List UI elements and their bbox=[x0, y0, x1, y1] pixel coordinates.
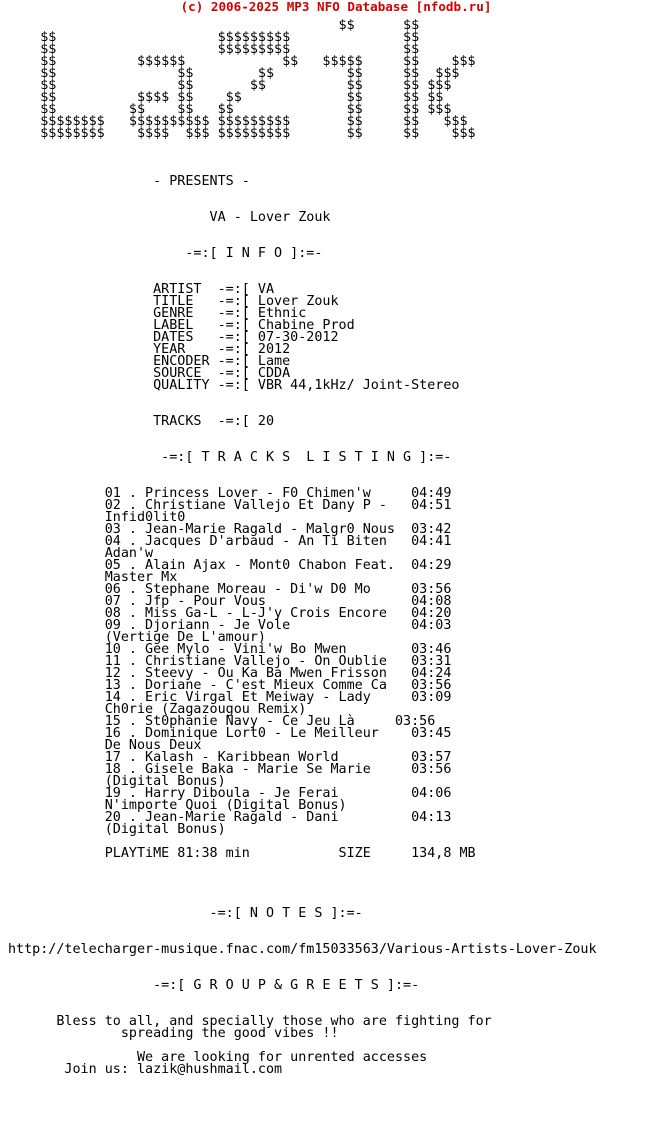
blank-line bbox=[8, 428, 597, 440]
track-line: 20 . Jean-Marie Ragald - Dani 04:13 bbox=[8, 810, 452, 825]
track-line: 04 . Jacques D'arbaud - An Ti Biten 04:41 bbox=[8, 534, 452, 549]
info-field-line: ARTIST -=:[ VA bbox=[8, 282, 275, 297]
nfo-document bbox=[8, 20, 597, 1076]
nfo-line: De Nous Deux bbox=[8, 738, 202, 753]
track-line: 18 . Gisele Baka - Marie Se Marie 03:56 bbox=[8, 762, 452, 777]
track-line: 07 . Jfp - Pour Vous 04:08 bbox=[8, 594, 452, 609]
blank-line bbox=[8, 392, 597, 404]
track-line: 11 . Christiane Vallejo - On Oublie 03:31 bbox=[8, 654, 452, 669]
track-line: 02 . Christiane Vallejo Et Dany P - 04:51 bbox=[8, 498, 452, 513]
section-heading: -=:[ I N F O ]:=- bbox=[8, 246, 323, 261]
ascii-logo-line: $$ $$$$ $$ $$ $$ $$ $$ bbox=[8, 90, 444, 105]
source-url-link[interactable]: http://telecharger-musique.fnac.com/fm15033563/Various-Artists-Lover-Zouk bbox=[8, 942, 597, 957]
nfo-line: PLAYTiME 81:38 min SIZE 134,8 MB bbox=[8, 846, 476, 861]
blank-line bbox=[8, 260, 597, 272]
track-line: 05 . Alain Ajax - Mont0 Chabon Feat. 04:29 bbox=[8, 558, 452, 573]
track-line: 19 . Harry Diboula - Je Ferai 04:06 bbox=[8, 786, 452, 801]
info-field-line: SOURCE -=:[ CDDA bbox=[8, 366, 291, 381]
nfo-line: Master Mx bbox=[8, 570, 178, 585]
blank-line bbox=[8, 956, 597, 968]
track-line: 09 . Djoriann - Je Vole 04:03 bbox=[8, 618, 452, 633]
track-line: 12 . Steevy - Ou Ka Ba Mwen Frisson 04:24 bbox=[8, 666, 452, 681]
blank-line bbox=[8, 152, 597, 164]
track-line: 08 . Miss Ga-L - L-J'y Crois Encore 04:20 bbox=[8, 606, 452, 621]
blank-line bbox=[8, 992, 597, 1004]
info-field-line: TITLE -=:[ Lover Zouk bbox=[8, 294, 339, 309]
nfo-line: Adan'w bbox=[8, 546, 154, 561]
ascii-logo-line: $$$$$$$$ $$$$ $$$ $$$$$$$$$ $$ $$ $$$ bbox=[8, 126, 476, 141]
track-line: 01 . Princess Lover - F0 Chimen'w 04:49 bbox=[8, 486, 452, 501]
track-line: 10 . Gee Mylo - Vini'w Bo Mwen 03:46 bbox=[8, 642, 452, 657]
blank-line bbox=[8, 224, 597, 236]
track-line: 16 . Dominique Lort0 - Le Meilleur 03:45 bbox=[8, 726, 452, 741]
blank-line bbox=[8, 920, 597, 932]
nfo-line: Infid0lit0 bbox=[8, 510, 186, 525]
nfo-line: Bless to all, and specially those who are fighting for bbox=[8, 1014, 492, 1029]
ascii-logo-line: $$$$$$$$ $$$$$$$$$$ $$$$$$$$$ $$ $$ $$$ bbox=[8, 114, 468, 129]
ascii-logo-line: $$ $$$$$$$$$ $$ bbox=[8, 42, 420, 57]
blank-line bbox=[8, 872, 597, 884]
blank-line bbox=[8, 140, 597, 152]
nfo-line: spreading the good vibes !! bbox=[8, 1026, 339, 1041]
info-field-line: QUALITY -=:[ VBR 44,1kHz/ Joint-Stereo bbox=[8, 378, 460, 393]
nfo-line: - PRESENTS - bbox=[8, 174, 250, 189]
track-line: 03 . Jean-Marie Ragald - Malgr0 Nous 03:42 bbox=[8, 522, 452, 537]
section-heading: -=:[ T R A C K S L I S T I N G ]:=- bbox=[8, 450, 452, 465]
ascii-logo-line: $$ $$ bbox=[8, 18, 420, 33]
blank-line bbox=[8, 188, 597, 200]
ascii-logo-line: $$ $$$$$$ $$ $$$$$ $$ $$$ bbox=[8, 54, 476, 69]
info-field-line: TRACKS -=:[ 20 bbox=[8, 414, 275, 429]
info-field-line: ENCODER -=:[ Lame bbox=[8, 354, 291, 369]
ascii-logo-line: $$ $$ $$ $$ $$ $$$ bbox=[8, 66, 460, 81]
track-line: 14 . Eric Virgal Et Meiway - Lady 03:09 bbox=[8, 690, 452, 705]
nfo-line: VA - Lover Zouk bbox=[8, 210, 331, 225]
nfo-line: Ch0rie (Zagazougou Remix) bbox=[8, 702, 307, 717]
ascii-logo-line: $$ $$ $$ $$ $$ $$$ bbox=[8, 78, 452, 93]
section-heading: -=:[ N O T E S ]:=- bbox=[8, 906, 363, 921]
nfo-line: Join us: lazik@hushmail.com bbox=[8, 1062, 283, 1077]
nfo-line: N'importe Quoi (Digital Bonus) bbox=[8, 798, 347, 813]
nfo-line: (Digital Bonus) bbox=[8, 822, 226, 837]
section-heading: -=:[ G R O U P & G R E E T S ]:=- bbox=[8, 978, 420, 993]
site-header-title: (c) 2006-2025 MP3 NFO Database [nfodb.ru] bbox=[180, 0, 492, 14]
nfo-line: (Digital Bonus) bbox=[8, 774, 226, 789]
track-line: 13 . Doriane - C'est Mieux Comme Ca 03:56 bbox=[8, 678, 452, 693]
nfo-line: (Vertige De L'amour) bbox=[8, 630, 266, 645]
blank-line bbox=[8, 464, 597, 476]
info-field-line: LABEL -=:[ Chabine Prod bbox=[8, 318, 355, 333]
info-field-line: YEAR -=:[ 2012 bbox=[8, 342, 291, 357]
track-line: 15 . St0phanie Navy - Ce Jeu Là 03:56 bbox=[8, 714, 436, 729]
ascii-logo-line: $$ $$ $$ $$ $$ $$ $$$ bbox=[8, 102, 452, 117]
info-field-line: GENRE -=:[ Ethnic bbox=[8, 306, 307, 321]
nfo-line: We are looking for unrented accesses bbox=[8, 1050, 428, 1065]
blank-line bbox=[8, 860, 597, 872]
info-field-line: DATES -=:[ 07-30-2012 bbox=[8, 330, 339, 345]
ascii-logo-line: $$ $$$$$$$$$ $$ bbox=[8, 30, 420, 45]
track-line: 06 . Stephane Moreau - Di'w D0 Mo 03:56 bbox=[8, 582, 452, 597]
blank-line bbox=[8, 884, 597, 896]
track-line: 17 . Kalash - Karibbean World 03:57 bbox=[8, 750, 452, 765]
